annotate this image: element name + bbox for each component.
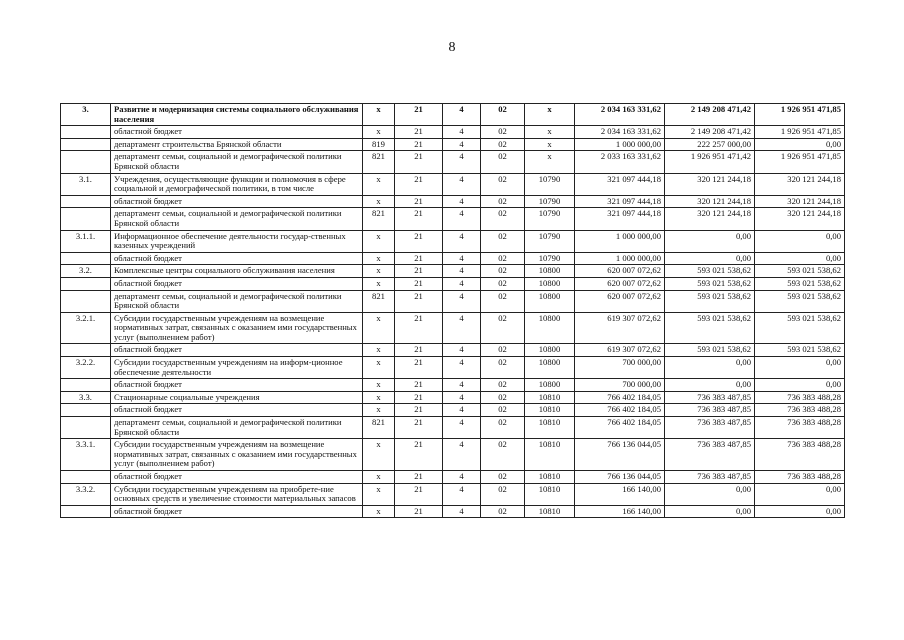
code-ministry-cell: 821 [363,151,395,173]
amount-year3-cell: 736 383 488,28 [755,417,845,439]
code-direction-cell: х [525,138,575,151]
code-program-cell: 21 [395,312,443,344]
table-body [61,104,845,518]
amount-year2-cell: 0,00 [665,505,755,518]
table-row [61,391,845,404]
code-main-event-cell: 02 [481,265,525,278]
amount-year2-cell: 593 021 538,62 [665,277,755,290]
code-program-cell: 21 [395,391,443,404]
amount-year2-cell: 593 021 538,62 [665,265,755,278]
code-subprogram-cell: 4 [443,230,481,252]
code-program-cell: 21 [395,151,443,173]
code-ministry-cell: х [363,483,395,505]
amount-year3-cell: 736 383 488,28 [755,471,845,484]
code-program-cell: 21 [395,483,443,505]
row-name-cell: Субсидии государственным учреждениям на возмещение нормативных затрат, связанных с оказанием ими государственных услуг (выполнением работ) [111,439,363,471]
amount-year1-cell: 766 136 044,05 [575,439,665,471]
amount-year2-cell: 0,00 [665,379,755,392]
row-name-cell: областной бюджет [111,126,363,139]
row-name-cell: Субсидии государственным учреждениям на возмещение нормативных затрат, связанных с оказанием ими государственных услуг (выполнением работ) [111,312,363,344]
row-number-cell [61,404,111,417]
code-main-event-cell: 02 [481,126,525,139]
table-row [61,505,845,518]
table-row [61,379,845,392]
code-ministry-cell: х [363,344,395,357]
code-ministry-cell: 819 [363,138,395,151]
amount-year1-cell: 620 007 072,62 [575,265,665,278]
table-row [61,230,845,252]
table-row [61,195,845,208]
row-number-cell: 3.1. [61,173,111,195]
code-main-event-cell: 02 [481,104,525,126]
amount-year3-cell: 320 121 244,18 [755,208,845,230]
code-ministry-cell: х [363,439,395,471]
code-program-cell: 21 [395,138,443,151]
amount-year3-cell: 1 926 951 471,85 [755,126,845,139]
code-main-event-cell: 02 [481,230,525,252]
amount-year2-cell: 593 021 538,62 [665,312,755,344]
code-ministry-cell: х [363,230,395,252]
amount-year2-cell: 0,00 [665,357,755,379]
row-number-cell [61,417,111,439]
code-ministry-cell: х [363,379,395,392]
code-ministry-cell: х [363,471,395,484]
code-direction-cell: 10800 [525,265,575,278]
code-direction-cell: 10810 [525,483,575,505]
code-direction-cell: 10790 [525,252,575,265]
row-number-cell [61,344,111,357]
code-direction-cell: х [525,104,575,126]
code-direction-cell: 10800 [525,312,575,344]
row-name-cell: департамент семьи, социальной и демографической политики Брянской области [111,151,363,173]
amount-year2-cell: 2 149 208 471,42 [665,126,755,139]
code-ministry-cell: х [363,357,395,379]
amount-year1-cell: 2 034 163 331,62 [575,126,665,139]
code-program-cell: 21 [395,265,443,278]
row-number-cell [61,471,111,484]
row-number-cell [61,290,111,312]
code-subprogram-cell: 4 [443,290,481,312]
code-program-cell: 21 [395,439,443,471]
code-subprogram-cell: 4 [443,151,481,173]
row-name-cell: департамент семьи, социальной и демографической политики Брянской области [111,417,363,439]
code-direction-cell: 10800 [525,290,575,312]
row-name-cell: департамент строительства Брянской области [111,138,363,151]
code-subprogram-cell: 4 [443,471,481,484]
row-number-cell: 3.2.1. [61,312,111,344]
code-ministry-cell: 821 [363,208,395,230]
code-main-event-cell: 02 [481,439,525,471]
amount-year3-cell: 320 121 244,18 [755,195,845,208]
code-program-cell: 21 [395,126,443,139]
code-direction-cell: 10810 [525,439,575,471]
table-row [61,471,845,484]
amount-year3-cell: 1 926 951 471,85 [755,104,845,126]
code-ministry-cell: х [363,195,395,208]
row-name-cell: областной бюджет [111,195,363,208]
amount-year2-cell: 320 121 244,18 [665,208,755,230]
row-name-cell: областной бюджет [111,252,363,265]
code-subprogram-cell: 4 [443,104,481,126]
code-direction-cell: 10800 [525,344,575,357]
row-number-cell: 3.3.1. [61,439,111,471]
code-direction-cell: 10790 [525,208,575,230]
code-subprogram-cell: 4 [443,483,481,505]
amount-year2-cell: 736 383 487,85 [665,471,755,484]
code-ministry-cell: х [363,252,395,265]
amount-year1-cell: 620 007 072,62 [575,290,665,312]
code-direction-cell: 10810 [525,417,575,439]
code-program-cell: 21 [395,195,443,208]
row-number-cell [61,151,111,173]
code-subprogram-cell: 4 [443,357,481,379]
code-subprogram-cell: 4 [443,379,481,392]
amount-year3-cell: 736 383 488,28 [755,439,845,471]
row-name-cell: департамент семьи, социальной и демографической политики Брянской области [111,208,363,230]
code-direction-cell: 10790 [525,195,575,208]
code-ministry-cell: х [363,265,395,278]
amount-year2-cell: 2 149 208 471,42 [665,104,755,126]
amount-year3-cell: 0,00 [755,138,845,151]
code-direction-cell: х [525,151,575,173]
amount-year1-cell: 166 140,00 [575,483,665,505]
row-name-cell: областной бюджет [111,471,363,484]
table-row [61,151,845,173]
row-number-cell [61,277,111,290]
amount-year2-cell: 736 383 487,85 [665,391,755,404]
row-name-cell: Субсидии государственным учреждениям на приобрете-ние основных средств и увеличение стоимости материальных запасов [111,483,363,505]
code-main-event-cell: 02 [481,252,525,265]
row-number-cell [61,379,111,392]
budget-table [60,103,845,518]
code-subprogram-cell: 4 [443,195,481,208]
table-row [61,312,845,344]
table-row [61,277,845,290]
code-main-event-cell: 02 [481,195,525,208]
amount-year3-cell: 0,00 [755,483,845,505]
code-main-event-cell: 02 [481,505,525,518]
code-ministry-cell: х [363,391,395,404]
amount-year1-cell: 700 000,00 [575,379,665,392]
amount-year2-cell: 222 257 000,00 [665,138,755,151]
row-number-cell [61,195,111,208]
code-ministry-cell: х [363,126,395,139]
amount-year2-cell: 1 926 951 471,42 [665,151,755,173]
code-subprogram-cell: 4 [443,208,481,230]
code-ministry-cell: 821 [363,417,395,439]
row-name-cell: областной бюджет [111,505,363,518]
row-name-cell: областной бюджет [111,379,363,392]
code-main-event-cell: 02 [481,277,525,290]
table-row [61,439,845,471]
code-subprogram-cell: 4 [443,265,481,278]
code-main-event-cell: 02 [481,151,525,173]
row-number-cell [61,252,111,265]
code-subprogram-cell: 4 [443,138,481,151]
code-subprogram-cell: 4 [443,312,481,344]
amount-year1-cell: 1 000 000,00 [575,230,665,252]
row-name-cell: Субсидии государственным учреждениям на информ-ционное обеспечение деятельности [111,357,363,379]
amount-year3-cell: 593 021 538,62 [755,344,845,357]
code-ministry-cell: х [363,312,395,344]
table-row [61,357,845,379]
code-subprogram-cell: 4 [443,173,481,195]
amount-year1-cell: 321 097 444,18 [575,195,665,208]
amount-year1-cell: 1 000 000,00 [575,252,665,265]
code-program-cell: 21 [395,344,443,357]
row-number-cell [61,138,111,151]
code-subprogram-cell: 4 [443,344,481,357]
code-main-event-cell: 02 [481,290,525,312]
code-main-event-cell: 02 [481,173,525,195]
amount-year1-cell: 700 000,00 [575,357,665,379]
amount-year3-cell: 736 383 488,28 [755,404,845,417]
code-ministry-cell: х [363,173,395,195]
table-row [61,252,845,265]
amount-year2-cell: 593 021 538,62 [665,290,755,312]
code-main-event-cell: 02 [481,208,525,230]
amount-year3-cell: 593 021 538,62 [755,277,845,290]
code-direction-cell: 10810 [525,391,575,404]
row-name-cell: Стационарные социальные учреждения [111,391,363,404]
amount-year2-cell: 0,00 [665,483,755,505]
amount-year3-cell: 1 926 951 471,85 [755,151,845,173]
code-main-event-cell: 02 [481,417,525,439]
code-direction-cell: 10810 [525,404,575,417]
row-number-cell [61,126,111,139]
row-number-cell: 3.3.2. [61,483,111,505]
row-name-cell: департамент семьи, социальной и демографической политики Брянской области [111,290,363,312]
code-direction-cell: 10800 [525,379,575,392]
code-program-cell: 21 [395,357,443,379]
amount-year3-cell: 0,00 [755,379,845,392]
amount-year1-cell: 766 136 044,05 [575,471,665,484]
amount-year2-cell: 736 383 487,85 [665,404,755,417]
code-program-cell: 21 [395,252,443,265]
amount-year1-cell: 766 402 184,05 [575,391,665,404]
code-program-cell: 21 [395,404,443,417]
code-ministry-cell: х [363,404,395,417]
code-direction-cell: 10790 [525,230,575,252]
amount-year1-cell: 166 140,00 [575,505,665,518]
table-row [61,126,845,139]
row-name-cell: Развитие и модернизация системы социального обслуживания населения [111,104,363,126]
code-program-cell: 21 [395,471,443,484]
code-program-cell: 21 [395,208,443,230]
code-main-event-cell: 02 [481,312,525,344]
row-name-cell: областной бюджет [111,404,363,417]
amount-year2-cell: 0,00 [665,252,755,265]
row-number-cell: 3.3. [61,391,111,404]
row-name-cell: областной бюджет [111,277,363,290]
code-ministry-cell: х [363,505,395,518]
table-row [61,417,845,439]
row-number-cell: 3.2. [61,265,111,278]
code-direction-cell: х [525,126,575,139]
code-main-event-cell: 02 [481,357,525,379]
amount-year1-cell: 620 007 072,62 [575,277,665,290]
code-ministry-cell: х [363,104,395,126]
amount-year3-cell: 593 021 538,62 [755,312,845,344]
code-main-event-cell: 02 [481,471,525,484]
amount-year1-cell: 766 402 184,05 [575,404,665,417]
code-program-cell: 21 [395,230,443,252]
amount-year3-cell: 593 021 538,62 [755,290,845,312]
code-subprogram-cell: 4 [443,252,481,265]
table-row [61,290,845,312]
amount-year3-cell: 0,00 [755,357,845,379]
code-main-event-cell: 02 [481,344,525,357]
amount-year2-cell: 0,00 [665,230,755,252]
code-direction-cell: 10790 [525,173,575,195]
row-number-cell: 3.1.1. [61,230,111,252]
amount-year3-cell: 0,00 [755,505,845,518]
row-number-cell [61,208,111,230]
code-program-cell: 21 [395,277,443,290]
row-name-cell: Комплексные центры социального обслуживания населения [111,265,363,278]
code-direction-cell: 10810 [525,471,575,484]
code-program-cell: 21 [395,173,443,195]
amount-year1-cell: 1 000 000,00 [575,138,665,151]
row-number-cell: 3.2.2. [61,357,111,379]
page-number: 8 [448,40,456,55]
row-number-cell: 3. [61,104,111,126]
code-ministry-cell: 821 [363,290,395,312]
amount-year1-cell: 766 402 184,05 [575,417,665,439]
code-main-event-cell: 02 [481,404,525,417]
table-row [61,208,845,230]
code-direction-cell: 10800 [525,357,575,379]
amount-year2-cell: 320 121 244,18 [665,195,755,208]
code-main-event-cell: 02 [481,138,525,151]
code-subprogram-cell: 4 [443,277,481,290]
table-row [61,104,845,126]
amount-year1-cell: 619 307 072,62 [575,312,665,344]
amount-year1-cell: 2 034 163 331,62 [575,104,665,126]
code-subprogram-cell: 4 [443,417,481,439]
code-subprogram-cell: 4 [443,505,481,518]
row-name-cell: Учреждения, осуществляющие функции и полномочия в сфере социальной и демографической политики, в том числе [111,173,363,195]
amount-year3-cell: 0,00 [755,252,845,265]
amount-year2-cell: 593 021 538,62 [665,344,755,357]
code-subprogram-cell: 4 [443,126,481,139]
code-main-event-cell: 02 [481,391,525,404]
code-subprogram-cell: 4 [443,404,481,417]
amount-year1-cell: 321 097 444,18 [575,208,665,230]
amount-year2-cell: 736 383 487,85 [665,417,755,439]
amount-year1-cell: 619 307 072,62 [575,344,665,357]
code-program-cell: 21 [395,379,443,392]
amount-year2-cell: 320 121 244,18 [665,173,755,195]
amount-year3-cell: 593 021 538,62 [755,265,845,278]
row-name-cell: областной бюджет [111,344,363,357]
code-program-cell: 21 [395,290,443,312]
code-program-cell: 21 [395,505,443,518]
code-direction-cell: 10810 [525,505,575,518]
row-name-cell: Информационное обеспечение деятельности государ-ственных казенных учреждений [111,230,363,252]
code-program-cell: 21 [395,417,443,439]
code-main-event-cell: 02 [481,483,525,505]
amount-year3-cell: 320 121 244,18 [755,173,845,195]
code-ministry-cell: х [363,277,395,290]
amount-year1-cell: 2 033 163 331,62 [575,151,665,173]
table-row [61,344,845,357]
code-subprogram-cell: 4 [443,391,481,404]
row-number-cell [61,505,111,518]
table-row [61,483,845,505]
amount-year2-cell: 736 383 487,85 [665,439,755,471]
amount-year1-cell: 321 097 444,18 [575,173,665,195]
table-row [61,404,845,417]
code-program-cell: 21 [395,104,443,126]
code-main-event-cell: 02 [481,379,525,392]
amount-year3-cell: 0,00 [755,230,845,252]
amount-year3-cell: 736 383 488,28 [755,391,845,404]
table-row [61,138,845,151]
code-direction-cell: 10800 [525,277,575,290]
table-row [61,173,845,195]
table-row [61,265,845,278]
code-subprogram-cell: 4 [443,439,481,471]
